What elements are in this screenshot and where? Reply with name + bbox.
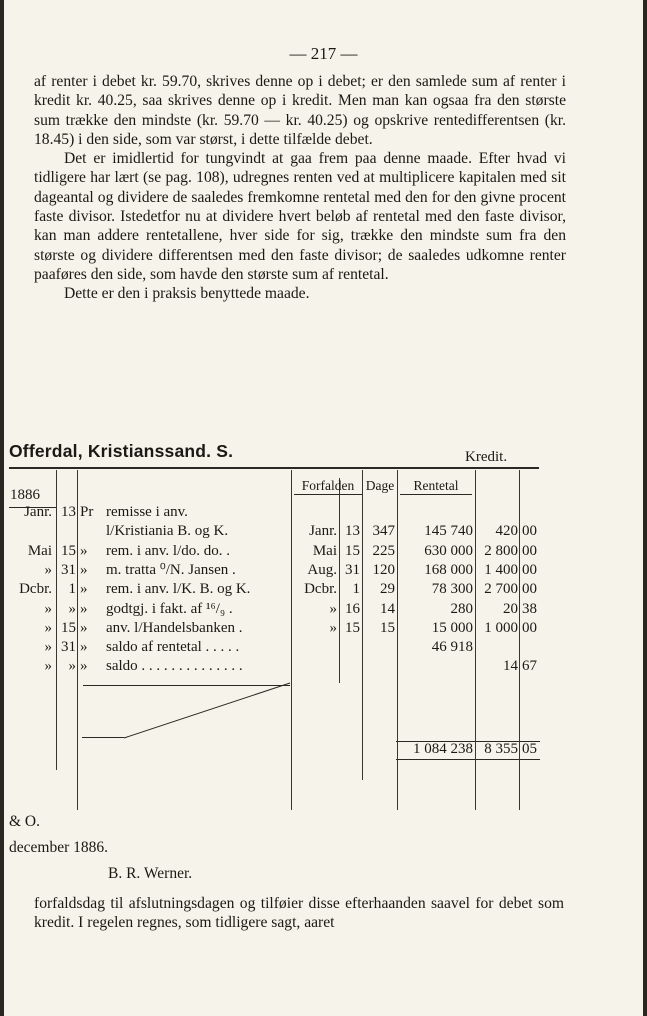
cell-kroner: 2 800: [484, 542, 518, 559]
col-line-rentetal: [475, 470, 476, 810]
book-page: [4, 0, 643, 1016]
cell-pr: »: [80, 619, 88, 636]
cell-month: »: [44, 561, 52, 578]
cell-pr: »: [80, 581, 88, 598]
cell-pr: »: [80, 639, 88, 656]
cell-forfalden-month: »: [329, 600, 337, 617]
cell-forfalden-day: 15: [345, 619, 360, 636]
header-dage: Dage: [365, 478, 395, 493]
cell-pr: »: [80, 542, 88, 559]
cancel-short-rule: [82, 737, 124, 738]
paragraph-3: Dette er den i praksis benyttede maade.: [64, 285, 310, 303]
bottom-paragraph: forfaldsdag til afslutningsdagen og tilføier disse efterhaanden saavel for debet som kredit. I regelen regnes, som tidligere sagt, aaret: [34, 895, 564, 932]
cell-kroner: 1 400: [484, 561, 518, 578]
total-ore: 05: [522, 741, 537, 757]
col-line-text: [291, 470, 292, 810]
cell-pr: »: [80, 561, 88, 578]
cell-day: 15: [61, 619, 76, 636]
cell-days: 225: [372, 542, 395, 559]
account-side-label: Kredit.: [465, 449, 508, 465]
cell-day: 15: [61, 542, 76, 559]
cell-forfalden-day: 15: [345, 542, 360, 559]
cell-day: 31: [61, 639, 76, 656]
cell-kroner: 2 700: [484, 581, 518, 598]
cell-days: 14: [380, 600, 395, 617]
cell-days: 15: [380, 619, 395, 636]
cell-ore: 67: [522, 658, 537, 675]
cell-month: Dcbr.: [19, 581, 52, 598]
header-rentetal: Rentetal: [413, 478, 459, 493]
cell-forfalden-day: 1: [352, 581, 360, 598]
total-kroner: 8 355: [484, 741, 518, 757]
cell-ore: 00: [522, 581, 537, 598]
cell-text: saldo af rentetal . . . . .: [106, 639, 240, 656]
cell-text: remisse i anv.: [106, 504, 188, 520]
cell-month: Mai: [27, 542, 52, 559]
cell-ore: 00: [522, 619, 537, 636]
cell-rentetal: 630 000: [424, 542, 473, 559]
cell-month: »: [44, 639, 52, 656]
page-number: — 217 —: [289, 44, 358, 63]
cell-day: 1: [68, 581, 76, 598]
cell-rentetal: 280: [450, 600, 473, 617]
account-title: Offerdal, Kristianssand. S.: [9, 441, 234, 461]
cell-kroner: 1 000: [484, 619, 518, 636]
cell-days: 347: [372, 523, 395, 540]
paragraph-2: Det er imidlertid for tungvindt at gaa frem paa denne maade. Efter hvad vi tidligere har lært (se pag. 108), udregnes renten ved at multiplicere kapitalen med sit dageantal og dividere de saaledes fremkomne rentetal med den for den givne procent faste divisor. Istedetfor nu at dividere hvert beløb af rentetal med den faste divisor, kan man addere rentetallene, hver side for sig, trække den mindste sum fra den største og dividere differentsen med den faste divisor; de saaledes udkomne renter paaføres den side, som havde den største sum af rentetal.: [34, 150, 566, 283]
cell-ore: 00: [522, 523, 537, 540]
header-forfalden: Forfalden: [301, 478, 355, 493]
footer-line-2: december 1886.: [9, 839, 108, 856]
cell-forfalden-month: Mai: [312, 542, 337, 559]
cell-text: anv. l/Handelsbanken .: [106, 619, 243, 636]
cell-month: »: [44, 658, 52, 675]
cell-forfalden-day: 31: [345, 561, 360, 578]
cell-pr: »: [80, 658, 88, 675]
cell-text: rem. i anv. l/do. do. .: [106, 542, 231, 559]
cell-text: m. tratta ⁰/N. Jansen .: [106, 561, 236, 578]
cell-month: »: [44, 619, 52, 636]
body-text: [34, 72, 566, 304]
cell-rentetal: 145 740: [424, 523, 473, 540]
cell-forfalden-month: Aug.: [307, 561, 337, 578]
cell-day: 13: [61, 504, 76, 520]
cell-day: »: [68, 658, 76, 675]
footer-signature: B. R. Werner.: [108, 865, 193, 882]
cell-rentetal: 46 918: [431, 639, 473, 656]
cell-text: saldo . . . . . . . . . . . . . .: [106, 658, 243, 675]
footer-line-1: & O.: [9, 813, 40, 830]
cell-rentetal: 15 000: [431, 619, 473, 636]
cell-kroner: 20: [503, 600, 518, 617]
cell-text: godtgj. i fakt. af ¹⁶/₉ .: [106, 600, 233, 617]
cell-forfalden-month: »: [329, 619, 337, 636]
cell-day: 31: [61, 561, 76, 578]
cell-ore: 00: [522, 542, 537, 559]
bottom-text: [34, 894, 564, 933]
cell-days: 120: [372, 561, 395, 578]
cell-month: Janr.: [24, 504, 52, 520]
total-rentetal: 1 084 238: [413, 741, 473, 757]
paragraph-1: af renter i debet kr. 59.70, skrives denne op i debet; er den samlede sum af renter i kredit kr. 40.25, saa skrives denne op i kredit. Men man kan ogsaa fra den største sum trække den mindste (kr. 59.70 — kr. 40.25) og opskrive rentedifferentsen (kr. 18.45) i den side, som var størst, i dette tilfælde debet.: [34, 73, 566, 148]
cell-kroner: 420: [495, 523, 518, 540]
year-label: 1886: [10, 487, 40, 503]
cell-forfalden-day: 16: [345, 600, 360, 617]
cell-forfalden-month: Janr.: [309, 523, 337, 540]
col-line-day: [77, 470, 78, 810]
cell-days: 29: [380, 581, 395, 598]
cell-text: l/Kristiania B. og K.: [106, 523, 229, 540]
cell-forfalden-month: Dcbr.: [304, 581, 337, 598]
cell-month: »: [44, 600, 52, 617]
cell-pr: Pr: [80, 504, 94, 520]
cell-ore: 38: [522, 600, 537, 617]
col-line-kr: [519, 470, 520, 810]
cell-rentetal: 168 000: [424, 561, 473, 578]
cell-forfalden-day: 13: [345, 523, 360, 540]
cell-kroner: 14: [503, 658, 518, 675]
cell-day: »: [68, 600, 76, 617]
cell-text: rem. i anv. l/K. B. og K.: [106, 581, 251, 598]
cell-pr: »: [80, 600, 88, 617]
cell-ore: 00: [522, 561, 537, 578]
cancel-diagonal: [122, 680, 292, 742]
cell-rentetal: 78 300: [431, 581, 473, 598]
top-rule: [9, 467, 539, 469]
